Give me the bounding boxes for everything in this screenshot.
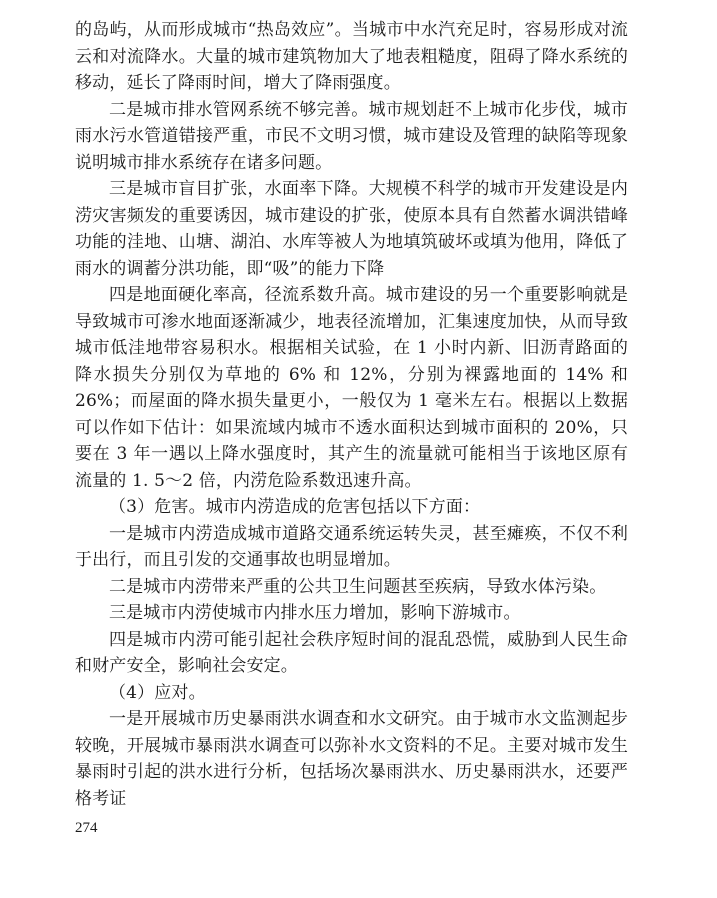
paragraph-harm-social: 四是城市内涝可能引起社会秩序短时间的混乱恐慌，威胁到人民生命和财产安全，影响社会安定。 — [75, 629, 628, 676]
section-heading-response: （4）应对。 — [109, 682, 206, 703]
paragraph-continued: 的岛屿，从而形成城市“热岛效应”。当城市中水汽充足时，容易形成对流云和对流降水。大量的城市建筑物加大了地表粗糙度，阻碍了降水系统的移动，延长了降雨时间，增大了降雨强度。 — [75, 20, 628, 93]
paragraph-response-survey: 一是开展城市历史暴雨洪水调查和水文研究。由于城市水文监测起步较晚，开展城市暴雨洪水调查可以弥补水文资料的不足。主要对城市发生暴雨时引起的洪水进行分析，包括场次暴雨洪水、历史暴雨洪水，还要严格考证 — [75, 709, 628, 809]
paragraph-harm-drainage: 三是城市内涝使城市内排水压力增加，影响下游城市。 — [109, 603, 521, 623]
paragraph-harm-traffic: 一是城市内涝造成城市道路交通系统运转失灵，甚至瘫痪，不仅不利于出行，而且引发的交通事故也明显增加。 — [75, 523, 628, 570]
paragraph-surface-hardening: 四是地面硬化率高，径流系数升高。城市建设的另一个重要影响就是导致城市可渗水地面逐渐减少，地表径流增加，汇集速度加快，从而导致城市低洼地带容易积水。根据相关试验，在 1 小时内新、旧沥青路面的降水损失分别仅为草地的 6% 和 12%，分别为裸露地面的 14% 和 26%；而屋面的降水损失量更小，一般仅为 1 毫米左右。根据以上数据可以作如下估计：如果流域内城市不透水面积达到城市面积的 20%，只要在 3 年一遇以上降水强度时，其产生的流量就可能相当于该地区原有流量的 1. 5～2 倍，内涝危险系数迅速升高。 — [75, 285, 628, 491]
paragraph-drainage-network: 二是城市排水管网系统不够完善。城市规划赶不上城市化步伐，城市雨水污水管道错接严重，市民不文明习惯，城市建设及管理的缺陷等现象说明城市排水系统存在诸多问题。 — [75, 99, 628, 173]
section-heading-harm: （3）危害。城市内涝造成的危害包括以下方面： — [109, 497, 481, 517]
page-number: 274 — [75, 820, 98, 836]
document-body — [75, 17, 628, 812]
paragraph-urban-expansion: 三是城市盲目扩张，水面率下降。大规模不科学的城市开发建设是内涝灾害频发的重要诱因，城市建设的扩张，使原本具有自然蓄水调洪错峰功能的洼地、山塘、湖泊、水库等被人为地填筑破坏或填为他用，降低了雨水的调蓄分洪功能，即“吸”的能力下降 — [75, 179, 628, 279]
paragraph-harm-health: 二是城市内涝带来严重的公共卫生问题甚至疾病，导致水体污染。 — [109, 576, 607, 597]
